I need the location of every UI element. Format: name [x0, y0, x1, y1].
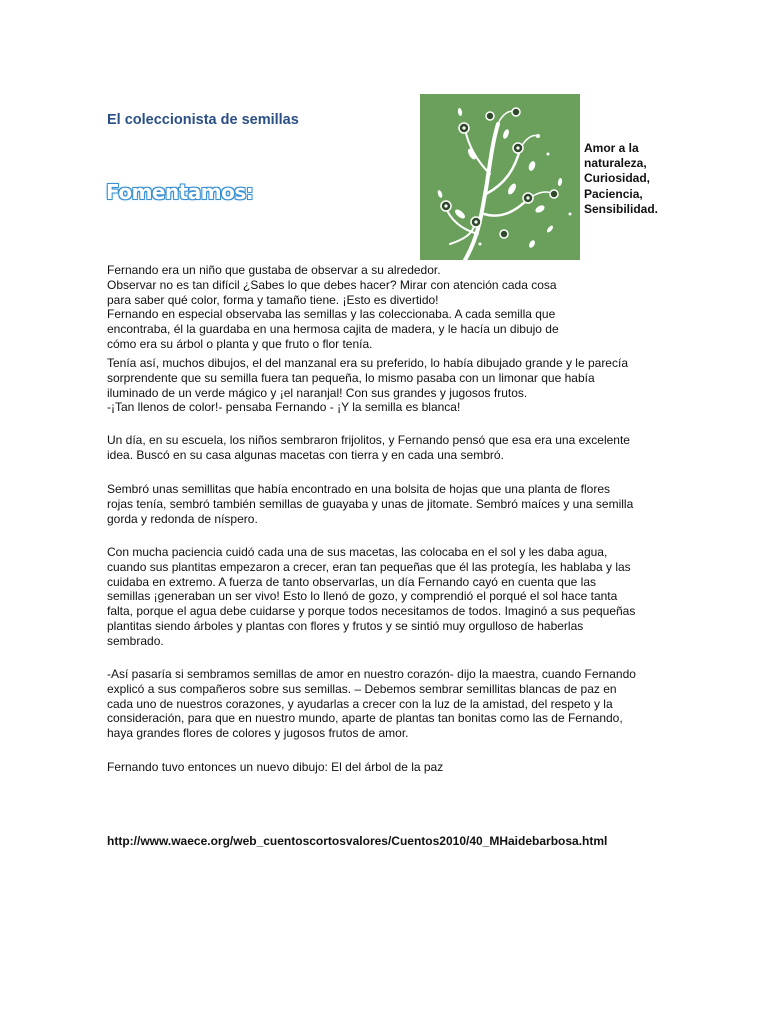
source-link[interactable]: http://www.waece.org/web_cuentoscortosvalores/Cuentos2010/40_MHaidebarbosa.html	[107, 834, 608, 848]
text-line: sorprendente que su semilla fuera tan pequeña, lo mismo pasaba con un limonar que había	[107, 370, 595, 385]
value-item: Amor a la	[584, 141, 639, 155]
text-line: encontraba, él la guardaba en una hermosa cajita de madera, y le hacía un dibujo de	[107, 322, 559, 337]
values-list	[584, 141, 694, 217]
text-line: Con mucha paciencia cuidó cada una de sus macetas, las colocaba en el sol y les daba agua,	[107, 545, 608, 559]
text-line: Sembró unas semillitas que había encontrado en una bolsita de hojas que una planta de flores	[107, 482, 611, 496]
text-line: semillas ¡generaban un ser vivo! Esto lo llenó de gozo, y comprendió el porqué el sol hace tanta	[107, 589, 618, 604]
text-line: Fernando tuvo entonces un nuevo dibujo: El del árbol de la paz	[107, 760, 444, 774]
text-line: consideración, para que en nuestro mundo, aparte de plantas tan bonitas como las de Fernando,	[107, 711, 623, 726]
text-line: Tenía así, muchos dibujos, el del manzanal era su preferido, lo había dibujado grande y le parecía	[107, 356, 628, 370]
paragraph-7	[107, 760, 662, 775]
text-line: cómo era su árbol o planta y que fruto o flor tenía.	[107, 336, 373, 351]
fomentamos-heading: Fomentamos:	[106, 180, 254, 204]
text-line: Un día, en su escuela, los niños sembraron frijolitos, y Fernando pensó que esa era una excelente	[107, 433, 630, 447]
paragraph-3	[107, 433, 662, 463]
text-line: idea. Buscó en su casa algunas macetas con tierra y en cada una sembró.	[107, 447, 504, 462]
text-line: sembrado.	[107, 633, 164, 648]
value-item: naturaleza,	[584, 156, 647, 171]
text-line: cuando sus plantitas empezaron a crecer, eran tan pequeñas que él las protegía, les hablaba y las	[107, 559, 631, 574]
vine-illustration	[420, 94, 580, 260]
paragraph-2	[107, 356, 662, 415]
text-line: haya grandes flores de colores y jugosos frutos de amor.	[107, 726, 409, 741]
text-line: iluminado de un verde mágico y ¡el naranjal! Con sus grandes y jugosos frutos.	[107, 385, 528, 400]
paragraph-4	[107, 482, 662, 526]
paragraph-1	[107, 263, 662, 352]
text-line: Fernando era un niño que gustaba de observar a su alrededor.	[107, 263, 441, 277]
text-line: -Así pasaría si sembramos semillas de amor en nuestro corazón- dijo la maestra, cuando Fernando	[107, 667, 636, 681]
text-line: falta, porque el agua debe cuidarse y porque todos necesitamos de todos. Imaginó a sus pequeñas	[107, 604, 636, 619]
text-line: gorda y redonda de níspero.	[107, 511, 258, 526]
text-line: cada uno de nuestros corazones, y ayudarlas a crecer con la luz de la amistad, del respeto y la	[107, 696, 613, 711]
text-line: explicó a sus compañeros sobre sus semillas. – Debemos sembrar semillitas blancas de paz en	[107, 681, 617, 696]
text-line: Observar no es tan difícil ¿Sabes lo que debes hacer? Mirar con atención cada cosa	[107, 277, 557, 292]
text-line: -¡Tan llenos de color!- pensaba Fernando - ¡Y la semilla es blanca!	[107, 400, 461, 415]
text-line: plantitas siendo árboles y plantas con flores y frutos y se sintió muy orgulloso de haberlas	[107, 618, 584, 633]
value-item: Curiosidad,	[584, 171, 651, 186]
text-line: cuidaba en extremo. A fuerza de tanto observarlas, un día Fernando cayó en cuenta que las	[107, 574, 596, 589]
paragraph-6	[107, 667, 662, 741]
paragraph-5	[107, 545, 662, 649]
document-title: El coleccionista de semillas	[107, 112, 299, 128]
text-line: Fernando en especial observaba las semillas y las coleccionaba. A cada semilla que	[107, 307, 556, 322]
text-line: rojas tenía, sembró también semillas de guayaba y unas de jitomate. Sembró maíces y una semilla	[107, 496, 634, 511]
value-item: Sensibilidad.	[584, 201, 659, 216]
text-line: para saber qué color, forma y tamaño tiene. ¡Esto es divertido!	[107, 292, 439, 307]
value-item: Paciencia,	[584, 186, 643, 201]
